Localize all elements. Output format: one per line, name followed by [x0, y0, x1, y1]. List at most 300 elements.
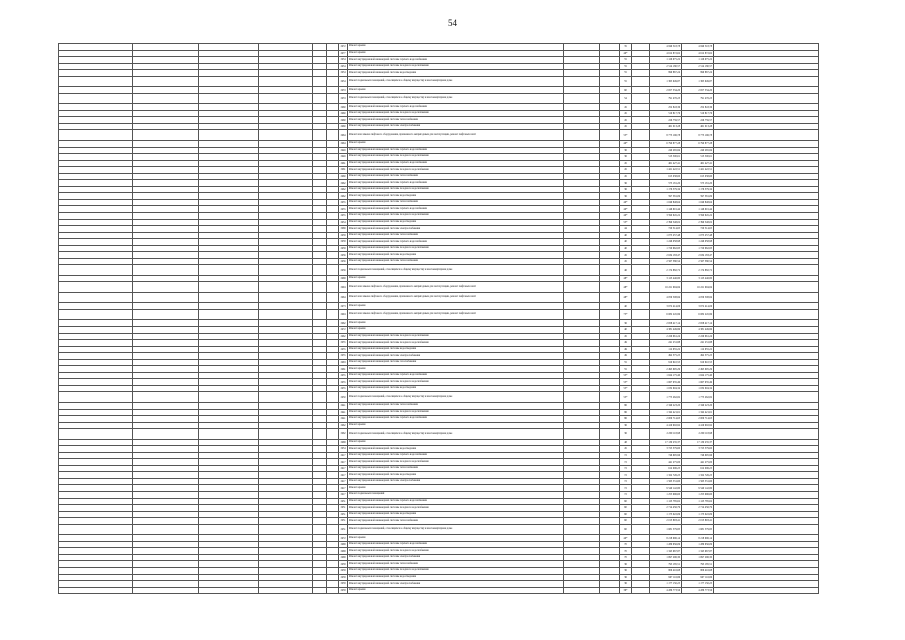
cell-w: Ремонт внутридомовой инженерной системы водоотведения: [348, 511, 564, 518]
cell: [59, 265, 133, 276]
cell-t: 2 174 882,72: [682, 265, 714, 276]
cell-s: 615 038,60: [650, 173, 682, 180]
cell-s: 1 365 949,87: [650, 76, 682, 87]
cell: [327, 265, 339, 276]
cell-y: 1953: [339, 93, 348, 104]
cell-s: 112 655,22: [650, 346, 682, 353]
cell-s: 1 126 975,22: [650, 57, 682, 64]
cell-p: 40*: [620, 212, 632, 219]
cell-p: 55: [620, 366, 632, 373]
cell-p: 40*: [620, 535, 632, 542]
cell-y: 1941: [340, 410, 346, 414]
cell-s: 999 867,24: [650, 70, 682, 77]
cell: [59, 292, 133, 303]
cell: [714, 429, 819, 440]
cell-s: 3 123 446,80: [650, 275, 682, 282]
cell-s: 461 013,28: [650, 123, 682, 130]
cell-w: Ремонт внутридомовой инженерной системы горячего водоснабжения: [348, 239, 564, 246]
cell-s: 1 289 656,09: [650, 541, 682, 548]
cell-s: 461 427,41: [650, 160, 682, 167]
cell-w: Ремонт или замена лифтового оборудования, признанного непригодным для эксплуатации, ремонт лифтовых шахт: [348, 130, 564, 141]
cell: [133, 309, 199, 320]
cell-w: Ремонт подвальных помещений: [348, 492, 564, 499]
cell: [199, 76, 259, 87]
cell-s: 8 773 196,78: [650, 130, 682, 141]
cell: [714, 76, 819, 87]
cell-s: 2 495 695,29: [650, 366, 682, 373]
cell: [564, 292, 600, 303]
cell: [59, 130, 133, 141]
cell: [564, 587, 600, 594]
cell-p: 45: [620, 258, 632, 265]
table-body: [59, 44, 819, 594]
cell-w: Ремонт внутридомовой инженерной системы водоотведения: [348, 346, 564, 353]
cell-p: 55*: [620, 385, 632, 392]
cell-s: 967 116,86: [650, 574, 682, 581]
cell-t: 1 032 604,34: [682, 385, 714, 392]
cell-s: 241 231,88: [650, 340, 682, 347]
cell-s: 1 123 785,62: [650, 498, 682, 505]
cell-t: 1 176 379,34: [682, 186, 714, 193]
cell-t: 1 146 601,44: [682, 206, 714, 213]
cell: [313, 282, 327, 293]
cell-s: 8 218 996,14: [650, 535, 682, 542]
cell: [133, 587, 199, 594]
cell-w: Ремонт внутридомовой инженерной системы холодного водоснабжения: [348, 548, 564, 555]
cell-p: 86: [620, 402, 632, 409]
table-row: [59, 76, 819, 87]
cell: [199, 282, 259, 293]
cell: [714, 587, 819, 594]
cell-p: 49: [620, 353, 632, 360]
cell-w: Ремонт подвальных помещений, относящихся к общему имуществу в многоквартирном доме: [348, 524, 564, 535]
cell-p: 36: [620, 422, 632, 429]
cell-y: 1969: [340, 227, 346, 231]
cell-w: Ремонт крыши: [348, 320, 564, 327]
cell-p: 70: [620, 548, 632, 555]
cell-p: 60: [620, 511, 632, 518]
cell-t: 1 421 422,51: [682, 167, 714, 174]
cell-t: 4 612 872,62: [682, 50, 714, 57]
cell-p: 72: [620, 478, 632, 485]
cell-p: 49: [620, 340, 632, 347]
cell-t: 1 365 949,87: [682, 76, 714, 87]
cell: [133, 76, 199, 87]
cell-p: 45: [620, 160, 632, 167]
cell: [600, 93, 620, 104]
cell: [59, 309, 133, 320]
cell-w: Ремонт внутридомовой инженерной системы горячего водоснабжения: [348, 416, 564, 423]
cell: [259, 292, 313, 303]
cell-y: 1917: [340, 480, 346, 484]
cell: [59, 587, 133, 594]
cell-y: 1960: [340, 174, 346, 178]
cell-w: Ремонт крыши: [348, 535, 564, 542]
cell-w: Ремонт внутридомовой инженерной системы холодного водоснабжения: [348, 333, 564, 340]
cell: [327, 76, 339, 87]
cell-t: 252 843,36: [682, 104, 714, 111]
cell-s: 3 672 414,06: [650, 303, 682, 310]
cell-y: 1960: [340, 125, 346, 129]
cell-w: Ремонт внутридомовой инженерной системы водоотведения: [348, 574, 564, 581]
cell-s: 513 500,61: [650, 154, 682, 161]
cell-p: 35: [620, 44, 632, 51]
cell-w: Ремонт внутридомовой инженерной системы холодного водоснабжения: [348, 568, 564, 575]
cell: [564, 282, 600, 293]
cell: [313, 429, 327, 440]
cell-w: Ремонт внутридомовой инженерной системы горячего водоснабжения: [348, 541, 564, 548]
cell-w: Ремонт крыши: [348, 140, 564, 147]
cell-t: 720 514,65: [682, 226, 714, 233]
cell-y: 1955: [340, 374, 346, 378]
cell-w: Ремонт внутридомовой инженерной системы горячего водоснабжения: [348, 104, 564, 111]
cell-y: 1956: [339, 265, 348, 276]
cell-s: 1 173 022,09: [650, 511, 682, 518]
cell-w: Ремонт внутридомовой инженерной системы теплоснабжения: [348, 518, 564, 525]
table-row: [59, 429, 819, 440]
cell-w: Ремонт внутридомовой инженерной системы теплоснабжения: [348, 402, 564, 409]
cell: [59, 93, 133, 104]
cell-t: 1 775 262,82: [682, 392, 714, 403]
cell: [313, 292, 327, 303]
cell: [600, 524, 620, 535]
cell-w: Ремонт крыши: [348, 44, 564, 51]
cell: [313, 76, 327, 87]
cell: [600, 587, 620, 594]
cell-p: 36: [620, 147, 632, 154]
cell-p: 70: [620, 541, 632, 548]
cell-y: 1964: [339, 292, 348, 303]
cell-s: 1 624 175,40: [650, 372, 682, 379]
cell-w: Ремонт внутридомовой инженерной системы теплоснабжения: [348, 173, 564, 180]
cell-p: 45: [620, 333, 632, 340]
table-row: [59, 93, 819, 104]
cell: [564, 392, 600, 403]
cell-t: 612 006,25: [682, 465, 714, 472]
cell-s: 1 720 662,83: [650, 245, 682, 252]
cell: [632, 587, 650, 594]
cell: [327, 93, 339, 104]
cell-t: 2 514 180,57: [682, 63, 714, 70]
cell-w: Ремонт или замена лифтового оборудования, признанного непригодным для эксплуатации, ремонт лифтовых шахт: [348, 282, 564, 293]
cell-y: 1968: [340, 556, 346, 560]
cell-t: 441 275,00: [682, 459, 714, 466]
cell-y: 1960: [340, 118, 346, 122]
cell-s: 492 375,25: [650, 353, 682, 360]
cell-p: 86: [620, 409, 632, 416]
cell-s: 2 009 714,63: [650, 416, 682, 423]
cell-s: 3 590 645,22: [650, 212, 682, 219]
cell-y: 1956: [340, 253, 346, 257]
cell-p: 40*: [620, 50, 632, 57]
cell: [327, 587, 339, 594]
cell-t: 1 322 726,25: [682, 472, 714, 479]
page-number: 54: [448, 18, 457, 28]
cell-s: 1 322 726,25: [650, 472, 682, 479]
cell-p: 45: [620, 446, 632, 453]
cell-p: 55: [620, 57, 632, 64]
cell-t: 1 173 022,09: [682, 511, 714, 518]
cell-s: 17 130 235,37: [650, 439, 682, 446]
cell-p: 40: [620, 239, 632, 246]
cell-s: 510 817,76: [650, 110, 682, 117]
cell-t: 910 610,55: [682, 359, 714, 366]
cell-t: 241 231,88: [682, 340, 714, 347]
cell-s: 441 275,00: [650, 459, 682, 466]
cell-t: 1 667 935,49: [682, 379, 714, 386]
cell-w: Ремонт подвальных помещений, относящихся к общему имуществу в многоквартирном доме: [348, 429, 564, 440]
cell-y: 1917: [340, 454, 346, 458]
cell-p: 36: [620, 561, 632, 568]
cell-s: 6 790 877,28: [650, 140, 682, 147]
cell-s: 4 419 902,92: [650, 422, 682, 429]
cell: [632, 524, 650, 535]
cell-y: 1968: [340, 277, 346, 281]
cell: [259, 587, 313, 594]
cell: [714, 392, 819, 403]
cell: [313, 524, 327, 535]
cell-w: Ремонт внутридомовой инженерной системы водоотведения: [348, 252, 564, 259]
cell-p: 36: [620, 568, 632, 575]
cell-y: 1950: [339, 392, 348, 403]
cell-s: 2 714 456,79: [650, 505, 682, 512]
cell-s: 2 399 548,02: [650, 219, 682, 226]
cell-w: Ремонт внутридомовой инженерной системы горячего водоснабжения: [348, 372, 564, 379]
cell: [600, 76, 620, 87]
cell-y: 1955: [340, 201, 346, 205]
cell: [327, 429, 339, 440]
cell: [199, 392, 259, 403]
cell-w: Ремонт внутридомовой инженерной системы водоотведения: [348, 472, 564, 479]
cell-s: 746 695,96: [650, 452, 682, 459]
cell-w: Ремонт внутридомовой инженерной системы теплоснабжения: [348, 561, 564, 568]
cell-y: 1955: [340, 341, 346, 345]
cell: [600, 429, 620, 440]
cell: [259, 429, 313, 440]
cell-s: 597 381,09: [650, 193, 682, 200]
cell-s: 1 032 604,34: [650, 385, 682, 392]
cell-p: 40: [620, 327, 632, 334]
cell: [133, 265, 199, 276]
cell-p: 36: [620, 574, 632, 581]
cell-w: Ремонт внутридомовой инженерной системы холодного водоснабжения: [348, 379, 564, 386]
cell-p: 48*: [620, 282, 632, 293]
cell-w: Ремонт внутридомовой инженерной системы теплоснабжения: [348, 232, 564, 239]
cell: [59, 429, 133, 440]
cell-s: 2 013 893,41: [650, 518, 682, 525]
cell: [564, 93, 600, 104]
cell-y: 1964: [339, 130, 348, 141]
cell-s: 1 075 257,48: [650, 232, 682, 239]
cell-t: 1 289 656,09: [682, 541, 714, 548]
cell: [59, 524, 133, 535]
cell-s: 720 514,65: [650, 226, 682, 233]
cell-t: 3 672 414,06: [682, 303, 714, 310]
cell-s: 3 725 379,60: [650, 446, 682, 453]
cell-y: 1994: [339, 282, 348, 293]
cell-t: 791 476,23: [682, 93, 714, 104]
cell-y: 1941: [340, 417, 346, 421]
table-row: [59, 524, 819, 535]
cell-w: Ремонт крыши: [348, 275, 564, 282]
cell-y: 1955: [340, 354, 346, 358]
cell-t: 8 218 996,14: [682, 535, 714, 542]
cell: [199, 130, 259, 141]
cell-w: Ремонт внутридомовой инженерной системы холодного водоснабжения: [348, 110, 564, 117]
cell: [259, 130, 313, 141]
cell-s: 240 265,84: [650, 147, 682, 154]
cell-t: 746 695,96: [682, 452, 714, 459]
cell-s: 6 082 245,99: [650, 309, 682, 320]
cell-t: 967 116,86: [682, 574, 714, 581]
cell: [259, 524, 313, 535]
cell-p: 48*: [620, 275, 632, 282]
cell: [59, 392, 133, 403]
cell-p: 55*: [620, 379, 632, 386]
cell-w: Ремонт подвальных помещений, относящихся к общему имуществу в многоквартирном доме: [348, 93, 564, 104]
cell-p: 40: [620, 232, 632, 239]
cell-s: 2 229 661,24: [650, 333, 682, 340]
cell-y: 1968: [340, 543, 346, 547]
cell-w: Ремонт внутридомовой инженерной системы холодного водоснабжения: [348, 63, 564, 70]
cell: [259, 265, 313, 276]
cell: [714, 309, 819, 320]
cell-p: 45: [620, 173, 632, 180]
cell-t: 2 399 548,02: [682, 219, 714, 226]
cell-y: 1954: [339, 76, 348, 87]
cell-w: Ремонт внутридомовой инженерной системы холодного водоснабжения: [348, 212, 564, 219]
cell: [632, 292, 650, 303]
cell-y: 1961: [340, 161, 346, 165]
cell-t: 2 658 417,14: [682, 320, 714, 327]
cell-w: Ремонт подвальных помещений, относящихся к общему имуществу в многоквартирном доме: [348, 392, 564, 403]
cell-t: 4 059 508,84: [682, 292, 714, 303]
cell: [313, 93, 327, 104]
table-row: [59, 309, 819, 320]
cell: [133, 392, 199, 403]
cell-p: 48*: [620, 292, 632, 303]
cell-w: Ремонт крыши: [348, 439, 564, 446]
cell-t: 1 075 257,48: [682, 232, 714, 239]
cell-w: Ремонт внутридомовой инженерной системы газоснабжения: [348, 359, 564, 366]
cell-y: 1954: [340, 220, 346, 224]
cell-t: 1 255 996,60: [682, 492, 714, 499]
cell: [327, 292, 339, 303]
cell: [199, 524, 259, 535]
cell-s: 791 476,23: [650, 93, 682, 104]
cell-p: 55: [620, 63, 632, 70]
table-row: [59, 292, 819, 303]
cell-s: 1 255 996,60: [650, 492, 682, 499]
cell-w: Ремонт крыши: [348, 87, 564, 94]
cell-t: 2 013 893,41: [682, 518, 714, 525]
cell-s: 1 146 601,44: [650, 206, 682, 213]
cell-t: 6 790 877,28: [682, 140, 714, 147]
cell-y: 1951: [339, 524, 348, 535]
cell: [199, 292, 259, 303]
cell-t: 795 185,51: [682, 561, 714, 568]
cell-p: 36*: [620, 587, 632, 594]
cell-w: Ремонт подвальных помещений, относящихся к общему имуществу в многоквартирном доме: [348, 265, 564, 276]
cell-w: Ремонт крыши: [348, 366, 564, 373]
cell-w: Ремонт внутридомовой инженерной системы электроснабжения: [348, 226, 564, 233]
cell-w: Ремонт внутридомовой инженерной системы электроснабжения: [348, 123, 564, 130]
cell: [313, 265, 327, 276]
cell: [259, 76, 313, 87]
cell: [313, 309, 327, 320]
cell-t: 1 049 848,64: [682, 199, 714, 206]
cell-w: Ремонт внутридомовой инженерной системы электроснабжения: [348, 353, 564, 360]
cell-y: 1949: [340, 155, 346, 159]
cell-w: Ремонт внутридомовой инженерной системы горячего водоснабжения: [348, 498, 564, 505]
cell-y: 1960: [340, 105, 346, 109]
cell: [714, 130, 819, 141]
cell: [564, 76, 600, 87]
cell-t: 461 427,41: [682, 160, 714, 167]
cell-y: 1994: [339, 309, 348, 320]
cell-w: Ремонт или замена лифтового оборудования, признанного непригодным для эксплуатации, ремонт лифтовых шахт: [348, 309, 564, 320]
cell-p: 72: [620, 492, 632, 499]
cell: [313, 587, 327, 594]
cell-p: 45: [620, 117, 632, 124]
cell: [632, 392, 650, 403]
cell-p: 40: [620, 245, 632, 252]
cell-s: 226 759,57: [650, 117, 682, 124]
cell: [632, 309, 650, 320]
cell-t: 1 624 175,40: [682, 372, 714, 379]
cell-y: 1955: [340, 387, 346, 391]
cell-t: 999 867,24: [682, 70, 714, 77]
cell: [199, 429, 259, 440]
cell-y: 1917: [340, 473, 346, 477]
cell: [714, 265, 819, 276]
cell-t: 2 349 223,20: [682, 402, 714, 409]
cell: [564, 130, 600, 141]
cell-p: 45: [620, 123, 632, 130]
cell-p: 40*: [620, 206, 632, 213]
cell-p: 72: [620, 452, 632, 459]
cell-t: 615 038,60: [682, 173, 714, 180]
cell: [133, 282, 199, 293]
cell: [714, 524, 819, 535]
cell-t: 9 540 142,80: [682, 485, 714, 492]
cell-t: 4 419 902,92: [682, 422, 714, 429]
cell-w: Ремонт крыши: [348, 327, 564, 334]
cell: [564, 524, 600, 535]
cell-t: 226 759,57: [682, 117, 714, 124]
cell-s: 2 174 882,72: [650, 265, 682, 276]
cell-y: 1956: [340, 260, 346, 264]
cell-s: 4 849 518,78: [650, 44, 682, 51]
cell-s: 1 177 150,25: [650, 581, 682, 588]
cell-w: Ремонт внутридомовой инженерной системы холодного водоснабжения: [348, 459, 564, 466]
cell: [59, 76, 133, 87]
cell-y: 1951: [340, 499, 346, 503]
cell: [133, 524, 199, 535]
cell-y: 1973: [340, 304, 346, 308]
cell-t: 4 849 518,78: [682, 44, 714, 51]
cell-s: 910 610,55: [650, 359, 682, 366]
cell-s: 1 176 379,34: [650, 186, 682, 193]
cell-w: Ремонт внутридомовой инженерной системы горячего водоснабжения: [348, 206, 564, 213]
cell-y: 1954: [340, 71, 346, 75]
cell-t: 513 500,61: [682, 154, 714, 161]
cell: [59, 282, 133, 293]
cell-p: 54: [620, 93, 632, 104]
cell-y: 1954: [340, 58, 346, 62]
cell-s: 4 612 872,62: [650, 50, 682, 57]
cell-p: 49: [620, 346, 632, 353]
